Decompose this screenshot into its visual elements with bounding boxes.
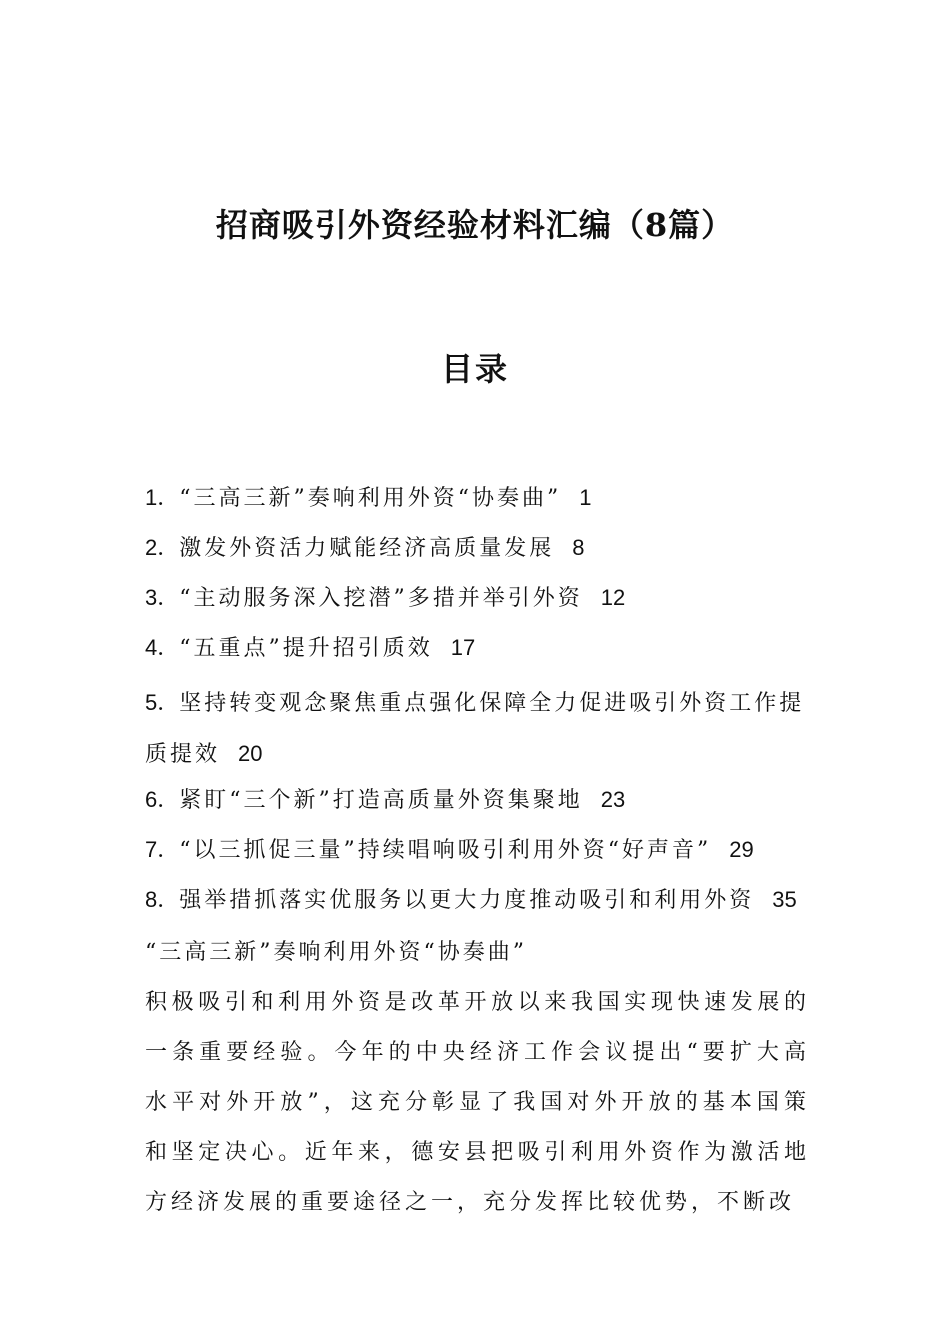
toc-item-page: 12 (600, 585, 626, 610)
toc-item[interactable] (145, 478, 810, 528)
toc-item-text: 坚持转变观念聚焦重点强化保障全力促进吸引外资工作提质提效 (145, 691, 805, 767)
toc-item[interactable] (145, 678, 810, 780)
toc-item-number: 1． (145, 485, 180, 510)
toc-item-page: 35 (772, 887, 797, 912)
table-of-contents (145, 478, 810, 930)
toc-item-number: 7． (145, 837, 180, 862)
toc-heading: 目录 (440, 350, 509, 388)
toc-item[interactable] (145, 528, 810, 578)
toc-item-number: 2． (145, 535, 180, 560)
toc-item-text: “主动服务深入挖潜”多措并举引外资 (179, 586, 583, 611)
toc-item-text: “以三抓促三量”持续唱响吸引利用外资“好声音” (179, 838, 712, 863)
toc-item[interactable] (145, 830, 810, 880)
toc-item-text: “三高三新”奏响利用外资“协奏曲” (179, 486, 562, 511)
toc-item-number: 8． (145, 887, 180, 912)
toc-item-page: 1 (579, 485, 592, 510)
toc-item-number: 4． (145, 635, 180, 660)
toc-item[interactable] (145, 578, 810, 628)
article-body (145, 928, 810, 1228)
section-heading: “三高三新”奏响利用外资“协奏曲” (145, 940, 527, 965)
toc-item-page: 23 (600, 787, 626, 812)
toc-item[interactable] (145, 780, 810, 830)
toc-item-number: 6． (145, 787, 180, 812)
toc-item-text: 激发外资活力赋能经济高质量发展 (179, 536, 555, 561)
toc-item-number: 3． (145, 585, 180, 610)
toc-item-text: 强举措抓落实优服务以更大力度推动吸引和利用外资 (179, 888, 755, 913)
toc-item-page: 17 (450, 635, 476, 660)
toc-item-page: 8 (572, 535, 585, 560)
toc-item[interactable] (145, 628, 810, 678)
toc-item-page: 20 (238, 741, 263, 766)
toc-item-page: 29 (729, 837, 754, 862)
document-title: 招商吸引外资经验材料汇编（8篇） (215, 206, 735, 244)
body-paragraph: 积极吸引和利用外资是改革开放以来我国实现快速发展的一条重要经验。今年的中央经济工作会议提出“要扩大高水平对外开放”，这充分彰显了我国对外开放的基本国策和坚定决心。近年来，德安县把吸引利用外资作为激活地方经济发展的重要途径之一，充分发挥比较优势，不断改 (145, 990, 810, 1215)
toc-item[interactable] (145, 880, 810, 930)
toc-item-number: 5． (145, 690, 180, 715)
toc-item-text: 紧盯“三个新”打造高质量外资集聚地 (179, 788, 583, 813)
toc-item-text: “五重点”提升招引质效 (179, 636, 433, 661)
